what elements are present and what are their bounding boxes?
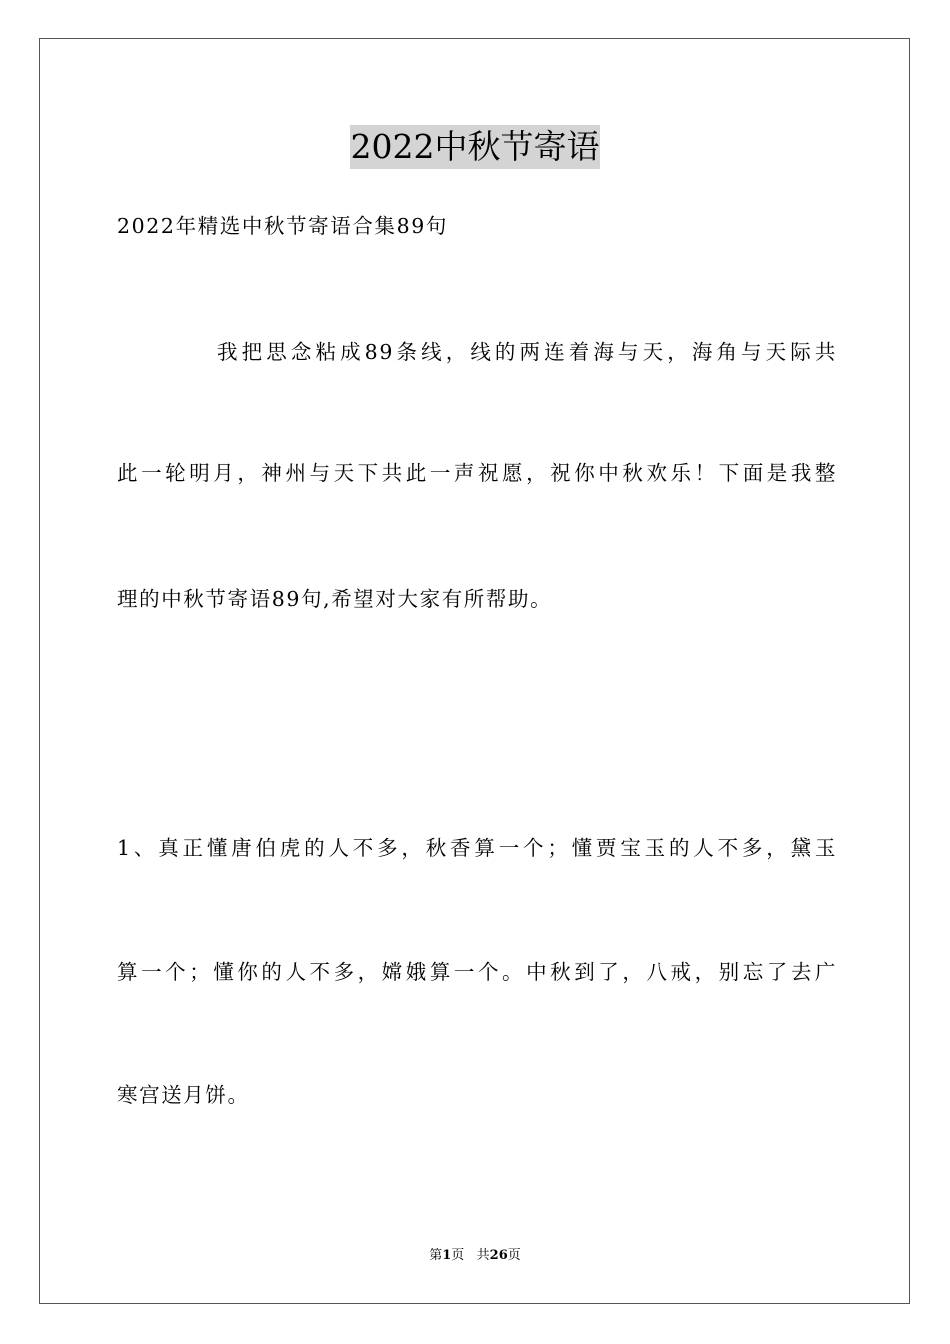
footer-mid: 页 共 (451, 1248, 490, 1263)
page-footer (0, 1247, 950, 1265)
document-title: 2022中秋节寄语 (350, 125, 601, 169)
footer-suffix: 页 (507, 1248, 521, 1263)
item1-line-2: 算一个；懂你的人不多，嫦娥算一个。中秋到了，八戒，别忘了去广 (117, 960, 837, 984)
footer-page-total: 26 (489, 1248, 508, 1263)
item1-line-3: 寒宫送月饼。 (117, 1083, 250, 1107)
item1-line-1: 1、真正懂唐伯虎的人不多，秋香算一个；懂贾宝玉的人不多，黛玉 (117, 836, 837, 860)
intro-line-2: 此一轮明月，神州与天下共此一声祝愿，祝你中秋欢乐！下面是我整 (117, 461, 837, 485)
intro-line-3: 理的中秋节寄语89句,希望对大家有所帮助。 (117, 587, 553, 611)
footer-page-current: 1 (442, 1248, 452, 1263)
footer-prefix: 第 (429, 1248, 443, 1263)
intro-line-1: 我把思念粘成89条线，线的两连着海与天，海角与天际共 (217, 340, 837, 364)
document-subtitle: 2022年精选中秋节寄语合集89句 (117, 214, 448, 238)
title-container (0, 125, 950, 169)
